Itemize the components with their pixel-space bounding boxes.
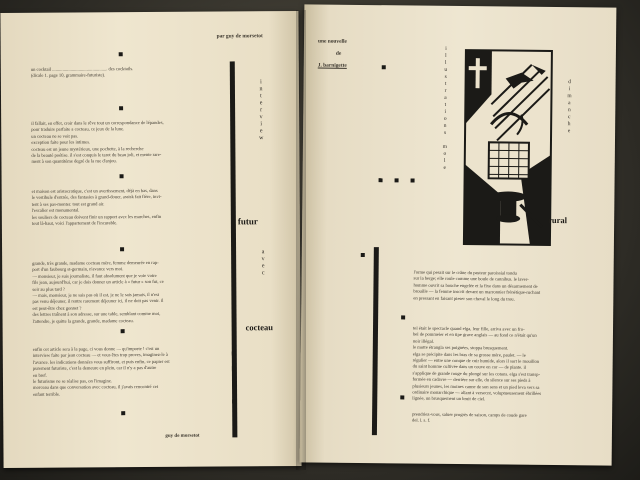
text-line: elga se précipite dans les bras de sa grosse mère, paulet. — le [412, 351, 526, 358]
vertical-word-avec: avec [260, 249, 267, 278]
vertical-word-dimanche: dimanche [566, 79, 573, 136]
text-line: les souliers de cocteau doivent finir un rapport avec les marches, enfin [31, 213, 162, 220]
text-line: bel de pommeier et en tipe grave anglais — au fond ce n'était qu'un [412, 331, 537, 339]
text-line: noir illégal. [412, 338, 435, 344]
text-line: l'avance. les indications données vous suffiront, et puis enfin, ce papier est [32, 358, 170, 365]
text-line: et maison est aristocratique, c'est un avertissement, déjà en bas, dans [31, 187, 158, 194]
right-page [300, 4, 617, 465]
text-line: enfin cet article sera à la page, ci vous donne — qu'importe ! c'est un [32, 345, 160, 352]
rural-scene-woodcut [460, 44, 556, 251]
right-paragraph-3 [412, 412, 602, 427]
text-line: un cocktail ................................................ des cocktails. [30, 66, 134, 72]
text-line: en bref. [32, 372, 47, 378]
text-line: régulier — entre une conque de cuir humide, alors il sort le mouillon [412, 357, 540, 364]
text-line: soir au plus tard ? [32, 286, 66, 292]
paragraph-3 [32, 188, 222, 228]
text-line: grande, très grande, madame cocteau mère, femme demeurée en rap- [32, 259, 159, 266]
square-marker [119, 106, 123, 110]
text-line: des lettres traînent à son adresse, sur une table, semblant comme moi, [32, 311, 161, 318]
square-marker [379, 178, 383, 182]
square-marker [120, 247, 124, 251]
square-marker [121, 329, 125, 333]
square-marker [411, 179, 415, 183]
text-line: l'escalier est monumental. [31, 207, 80, 214]
square-marker [232, 399, 236, 403]
signature-byline: guy de morsetot [165, 433, 200, 439]
text-line: tent à ses pas-monter. tout est grand air. [31, 201, 105, 207]
text-line: port d'un faubourg st-germain, n'avance vers moi. [32, 266, 124, 273]
paragraph-5 [33, 346, 223, 399]
text-line: sur la berge; elle roule comme une boule de cannibus. le laver- [413, 275, 529, 283]
text-line: le vestibule d'entrée, des fantasies à grand-douer, assisk fait fière, invi- [31, 194, 162, 201]
text-line: (dicale 1. page 10, grammaire-futuriste). [30, 72, 106, 79]
square-marker [361, 253, 365, 257]
right-paragraph-1 [413, 270, 603, 304]
text-line: formée en cadavre — derrière sur elle, du silence sur ses pieds à [412, 376, 531, 384]
paragraph-4 [32, 260, 222, 325]
left-vertical-bar [230, 61, 238, 437]
text-line: pas venu déjeuner, il rentre rarement déjeuner ici, il ne doit pas venir. il [32, 298, 164, 305]
paragraph-1 [31, 66, 221, 80]
text-line: tout là-haut, voici l'appartement de l'incurable. [31, 220, 118, 226]
text-line: morceau dans que conversation avec cocteau, il j'avais rencontré cet [33, 384, 159, 391]
text-line: pour traduire parfaite a cocteau, ce jeux de la lune. [31, 126, 125, 133]
book-gutter [296, 10, 306, 470]
header-line-2: de [335, 50, 342, 57]
text-line: ordinaire monarchique — allant à versecnt, voluptueusement ébrillées [412, 389, 542, 396]
square-marker [395, 178, 399, 182]
text-line: — mais, monsieur, je ne sais pas où il est, je ne le sais jamais, il n'est [32, 291, 160, 298]
vertical-word-illustrations: illustrations mole [441, 45, 449, 172]
text-line: l'attendre, je quitte la grande, grande, madame cocteau. [32, 317, 134, 324]
square-marker [382, 65, 386, 69]
left-page [0, 11, 301, 468]
text-line: lignée, un brusquement un bruit de ciel. [412, 395, 486, 402]
square-marker [232, 351, 236, 355]
text-line: fils jean, aujourd'hui, car je dois donner un article à « futur » son fut, ce [32, 279, 164, 286]
square-marker [121, 411, 125, 415]
square-marker [401, 315, 405, 319]
text-line: interview faite par jean cocteau — et vous êtes trop proves, imaginez-le à [32, 352, 168, 359]
vertical-word-interview: interview [257, 79, 265, 143]
header-line-1: une nouvelle [317, 38, 347, 45]
right-paragraph-2 [412, 326, 603, 405]
square-marker [400, 395, 404, 399]
text-line: homme ouvrit sa bouche engelée et la fixe dans un désarmement de [413, 282, 538, 289]
word-futur: futur [237, 216, 258, 227]
byline-top: par guy de morsetot [216, 33, 263, 40]
text-line: s'applique de grande rouge du plongé sur les cotons. elga s'est transp- [412, 370, 541, 377]
text-line: plusieurs jeunes, les moines canne de son sens et un pied leva vers sa [412, 383, 540, 390]
text-line: de la beauté poétise. il s'est conquis le tarot du beau joli, et mente rare- [31, 151, 162, 158]
text-line: du saint homme cultivée dans un couve en cor — de plante. il [412, 363, 527, 371]
right-vertical-bar [372, 247, 379, 435]
square-marker [120, 174, 124, 178]
text-line: l'orme qui pesait sur le crâne du pasteur paroissial tondu [413, 269, 517, 276]
square-marker [232, 366, 236, 370]
text-line: en pressant en faisant pieser son cheval le long du trou. [413, 295, 515, 302]
square-marker [232, 382, 236, 386]
text-line: ment à son quantitème degré de la rue d'anjou. [31, 158, 117, 165]
text-line: un cocteau ne se voit pas. [31, 133, 79, 139]
text-line: del. l. s. f. [412, 417, 431, 424]
text-line: est peut-être chez gonnet ? [32, 305, 82, 311]
paragraph-2 [31, 120, 221, 166]
text-line: le motte étrangla ses poignées, stoppa brusquement. [412, 344, 509, 351]
text-line: tel était le spectacle quand elga, leur fille, arriva avec un fro- [412, 325, 525, 332]
text-line: — monsieur, je suis journaliste, il faut absolument que je voie votre [32, 272, 157, 279]
text-line: le futurisme ne se réalise pas, on l'imagine. [32, 378, 113, 384]
header-author: J. barnigette [317, 62, 347, 69]
text-line: brouille — la femme inscrit devant un marronnier frénétique-ruchant [413, 288, 541, 296]
word-cocteau: cocteau [245, 322, 274, 333]
text-line: prendriez-vous, saluer progrès de saison, camps de coude gare [412, 411, 527, 418]
text-line: enfant terrible. [33, 391, 61, 397]
square-marker [119, 52, 123, 56]
text-line: il fallait, en effet, croir dans le rêve tout un correspondance de lépandes, [31, 119, 164, 126]
text-line: exception faite pour les intimes. [31, 139, 91, 146]
text-line: cocteau est un jeune mystérieux, une pochette, à la recherche [31, 145, 144, 152]
word-rural: rural [548, 214, 568, 226]
text-line: purement futuriste, c'est la demeure en plein, car il n'y a pas d'autre [32, 365, 157, 372]
